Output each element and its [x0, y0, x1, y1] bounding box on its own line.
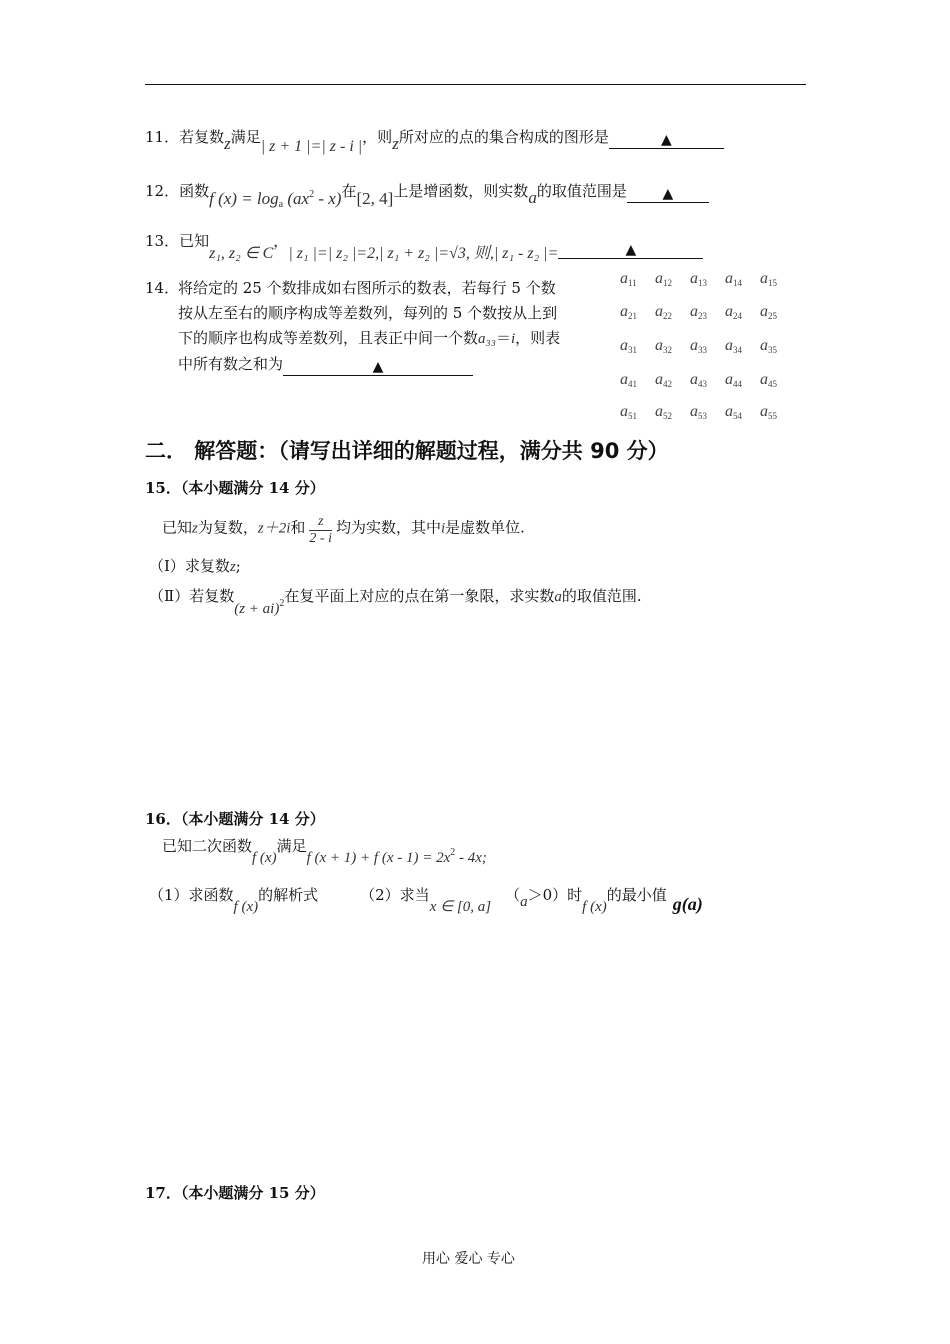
- matrix-cell: $a_{55}$: [760, 403, 777, 421]
- q13-expr-2: | z₁ |=| z₂ |=2,| z₁ + z₂ |=√3, 则,| z₁ - z₂ |=: [288, 245, 559, 262]
- matrix-cell: $a_{41}$: [620, 371, 637, 389]
- q11-answer-blank: [609, 132, 724, 149]
- matrix-cell: $a_{33}$: [690, 337, 707, 355]
- matrix-cell: $a_{21}$: [620, 303, 637, 321]
- matrix-cell: $a_{43}$: [690, 371, 707, 389]
- matrix-cell: $a_{53}$: [690, 403, 707, 421]
- matrix-cell: $a_{31}$: [620, 337, 637, 355]
- q11-number: 11．: [145, 128, 180, 146]
- matrix-cell: $a_{42}$: [655, 371, 672, 389]
- header-rule: [145, 84, 806, 85]
- q15-heading: 15．（本小题满分 14 分）: [145, 479, 325, 497]
- q14-line-2: 按从左至右的顺序构成等差数列，每列的 5 个数按从上到: [178, 304, 558, 322]
- matrix-cell: $a_{14}$: [725, 270, 742, 288]
- matrix-cell: $a_{35}$: [760, 337, 777, 355]
- matrix-cell: $a_{22}$: [655, 303, 672, 321]
- q12-text-4: 的取值范围是: [536, 182, 627, 200]
- q15-part-2-expr: (z + ai)$^2$: [234, 598, 285, 617]
- q15-part-1: （Ⅰ）求复数z;: [149, 557, 241, 575]
- q14-number: 14．: [145, 279, 180, 297]
- q12-number: 12．: [145, 182, 180, 200]
- q15-part-2: （Ⅱ）若复数(z + ai)$^2$在复平面上对应的点在第一象限，求实数a的取值范围.: [149, 587, 642, 617]
- triangle-icon: ▲: [662, 186, 674, 202]
- q12-text-3: 上是增函数，则实数: [393, 182, 529, 200]
- q11-text-4: 所对应的点的集合构成的图形是: [398, 128, 609, 146]
- matrix-cell: $a_{45}$: [760, 371, 777, 389]
- matrix-cell: $a_{25}$: [760, 303, 777, 321]
- q13-answer-blank: [558, 242, 703, 259]
- q16-heading: 16．（本小题满分 14 分）: [145, 810, 325, 828]
- matrix-cell: $a_{52}$: [655, 403, 672, 421]
- q11-text-2: 满足: [230, 128, 261, 146]
- q12-interval: [2, 4]: [356, 189, 394, 208]
- q14-i: i: [510, 331, 516, 347]
- section-heading: 二． 解答题：（请写出详细的解题过程，满分共 90 分）: [145, 439, 669, 463]
- question-13: [145, 228, 703, 262]
- matrix-cell: $a_{34}$: [725, 337, 742, 355]
- q12-a: a: [528, 188, 537, 207]
- q15-fraction: $\frac{z}{2 - i}$: [309, 514, 332, 546]
- triangle-icon: ▲: [372, 359, 384, 375]
- q15-expr: z＋2i: [257, 520, 291, 537]
- q16-fx: f (x): [252, 850, 277, 866]
- q11-text-3: ，则: [362, 128, 393, 146]
- matrix-cell: $a_{44}$: [725, 371, 742, 389]
- q12-function-expr: f $(x) = \log_a (ax^2 - x)$: [209, 189, 342, 210]
- q13-expr: z₁, z₂ ∈ C: [209, 245, 274, 262]
- matrix-cell: $a_{23}$: [690, 303, 707, 321]
- q14-line-1: 将给定的 25 个数排成如右图所示的数表，若每行 5 个数: [178, 279, 556, 297]
- q16-parts: （1）求函数f (x)的解析式 （2）求当x ∈ [0, a]（a＞0）时f (x)的最小值 g(a): [149, 886, 703, 915]
- q15-statement: 已知z为复数，z＋2i和 $\frac{z}{2 - i}$ 均为实数，其中i是虚数单位.: [162, 514, 525, 546]
- q17-heading: 17．（本小题满分 15 分）: [145, 1184, 325, 1202]
- matrix-cell: $a_{32}$: [655, 337, 672, 355]
- q12-text-2: 在: [341, 182, 357, 200]
- q11-equation: | z + 1 |=| z - i |: [260, 138, 363, 155]
- triangle-icon: ▲: [660, 132, 672, 148]
- q14-answer-blank: [283, 359, 473, 376]
- q13-text-1: 已知: [179, 232, 210, 250]
- q16-statement: 已知二次函数f (x)满足f (x + 1) + f $(x - 1) = 2x^2 - 4x$;: [162, 837, 487, 866]
- q16-equation: f (x + 1) + f $(x - 1) = 2x^2 - 4x$;: [306, 847, 487, 866]
- matrix-cell: $a_{12}$: [655, 270, 672, 288]
- question-11: [145, 126, 724, 155]
- q14-a33: a₃₃: [478, 331, 496, 347]
- q14-number-matrix: [615, 265, 790, 435]
- matrix-cell: $a_{11}$: [620, 270, 637, 288]
- q11-text-1: 若复数: [179, 128, 225, 146]
- q14-line-4: 中所有数之和为 ▲: [178, 353, 473, 376]
- q13-number: 13．: [145, 232, 180, 250]
- q12-text-1: 函数: [179, 182, 210, 200]
- triangle-icon: ▲: [625, 242, 637, 258]
- footer-text: 用心 爱心 专心: [422, 1251, 515, 1267]
- matrix-cell: $a_{51}$: [620, 403, 637, 421]
- q13-comma: ，: [273, 232, 289, 250]
- matrix-cell: $a_{54}$: [725, 403, 742, 421]
- q11-z: z: [224, 134, 231, 153]
- q14-line-3: 下的顺序也构成等差数列，且表正中间一个数a₃₃＝i，则表: [178, 329, 561, 347]
- question-12: [145, 180, 709, 210]
- q12-answer-blank: [627, 186, 709, 203]
- q16-interval: x ∈ [0, a]: [429, 899, 492, 915]
- matrix-cell: $a_{24}$: [725, 303, 742, 321]
- matrix-cell: $a_{15}$: [760, 270, 777, 288]
- q16-ga: g(a): [672, 894, 703, 914]
- q11-z-2: z: [392, 134, 399, 153]
- matrix-cell: $a_{13}$: [690, 270, 707, 288]
